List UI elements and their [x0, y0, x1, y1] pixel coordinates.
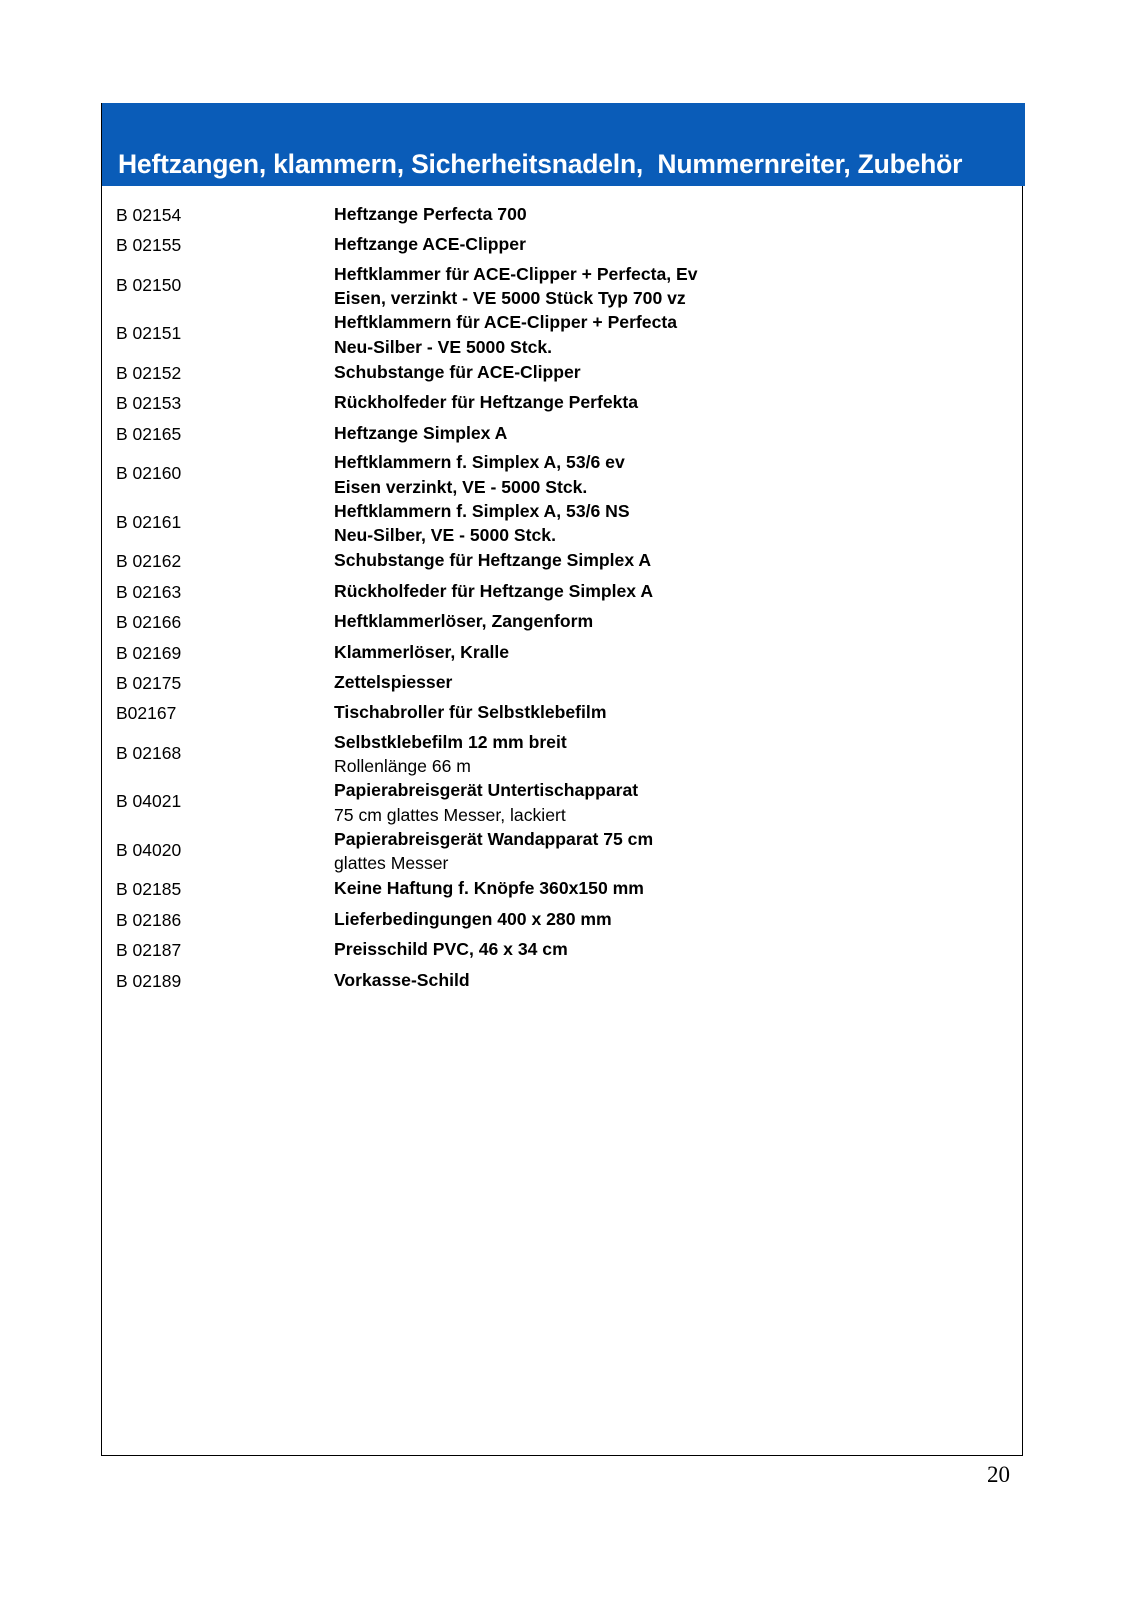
- product-row: [102, 729, 1022, 778]
- product-description: [334, 230, 1022, 254]
- product-row: [102, 935, 1022, 965]
- page-number: 20: [987, 1462, 1010, 1487]
- product-description: [334, 668, 1022, 692]
- product-row: [102, 905, 1022, 935]
- product-code: B 02166: [116, 612, 182, 633]
- product-row: [102, 638, 1022, 668]
- product-description-line1: Keine Haftung f. Knöpfe 360x150 mm: [334, 878, 644, 899]
- product-row: [102, 698, 1022, 728]
- product-description-line2: Rollenlänge 66 m: [334, 756, 471, 777]
- product-description-line1: Klammerlöser, Kralle: [334, 641, 510, 662]
- product-row: [102, 200, 1022, 230]
- product-description-line2: glattes Messer: [334, 853, 449, 874]
- product-description: [334, 729, 1022, 776]
- product-code: B 02165: [116, 423, 182, 444]
- product-description-line1: Lieferbedingungen 400 x 280 mm: [334, 908, 612, 929]
- product-description-line1: Heftklammerlöser, Zangenform: [334, 611, 594, 632]
- product-description: [334, 200, 1022, 224]
- product-description: [334, 358, 1022, 382]
- product-row: [102, 261, 1022, 310]
- product-description-line1: Schubstange für ACE-Clipper: [334, 361, 581, 382]
- product-description-line1: Schubstange für Heftzange Simplex A: [334, 550, 652, 571]
- product-code: B 02169: [116, 642, 182, 663]
- product-description: [334, 826, 1022, 873]
- product-description-line1: Rückholfeder für Heftzange Perfekta: [334, 392, 639, 413]
- product-row: [102, 358, 1022, 388]
- product-code: B 04020: [116, 839, 182, 860]
- product-description: [334, 698, 1022, 722]
- product-code: B 02163: [116, 581, 182, 602]
- product-description-line1: Preisschild PVC, 46 x 34 cm: [334, 939, 568, 960]
- product-row: [102, 668, 1022, 698]
- product-code: B 02168: [116, 742, 182, 763]
- product-code: B 02161: [116, 511, 182, 532]
- product-code: B 02186: [116, 909, 182, 930]
- product-code: B 02162: [116, 551, 182, 572]
- product-description: [334, 905, 1022, 929]
- product-code: B 02150: [116, 274, 182, 295]
- product-description: [334, 309, 1022, 356]
- product-row: [102, 449, 1022, 498]
- product-description-line1: Tischabroller für Selbstklebefilm: [334, 702, 607, 723]
- product-description-line2: 75 cm glattes Messer, lackiert: [334, 804, 566, 825]
- product-row: [102, 777, 1022, 826]
- product-code: B 02175: [116, 672, 182, 693]
- product-row: [102, 826, 1022, 875]
- product-row: [102, 230, 1022, 260]
- product-description-line1: Selbstklebefilm 12 mm breit: [334, 731, 567, 752]
- product-code: B 02187: [116, 940, 182, 961]
- product-description-line1: Papierabreisgerät Wandapparat 75 cm: [334, 828, 654, 849]
- product-code: B 02153: [116, 393, 182, 414]
- product-code: B 02185: [116, 879, 182, 900]
- product-row: [102, 388, 1022, 418]
- product-description: [334, 874, 1022, 898]
- product-code: B02167: [116, 703, 177, 724]
- section-header-banner: [102, 103, 1025, 186]
- product-description: [334, 388, 1022, 412]
- product-code: B 02151: [116, 323, 182, 344]
- product-description-line1: Heftzange Perfecta 700: [334, 204, 527, 224]
- product-code: B 02189: [116, 970, 182, 991]
- product-row: [102, 419, 1022, 449]
- product-description-line1: Heftzange ACE-Clipper: [334, 234, 526, 255]
- product-row: [102, 874, 1022, 904]
- product-row: [102, 546, 1022, 576]
- product-description: [334, 261, 1022, 308]
- product-description-line2: Eisen, verzinkt - VE 5000 Stück Typ 700 vz: [334, 288, 686, 309]
- product-description-line1: Heftzange Simplex A: [334, 422, 508, 443]
- product-description-line2: Neu-Silber, VE - 5000 Stck.: [334, 525, 556, 546]
- product-code: B 04021: [116, 791, 182, 812]
- product-row: [102, 498, 1022, 547]
- product-description: [334, 966, 1022, 990]
- product-description-line1: Heftklammern f. Simplex A, 53/6 ev: [334, 452, 625, 473]
- product-description-line2: Eisen verzinkt, VE - 5000 Stck.: [334, 476, 588, 497]
- product-description: [334, 546, 1022, 570]
- product-row: [102, 966, 1022, 996]
- product-description-line1: Heftklammer für ACE-Clipper + Perfecta, Ev: [334, 263, 698, 284]
- product-description-line1: Heftklammern für ACE-Clipper + Perfecta: [334, 312, 678, 333]
- product-row: [102, 607, 1022, 637]
- product-description: [334, 935, 1022, 959]
- product-description: [334, 577, 1022, 601]
- product-code: B 02160: [116, 463, 182, 484]
- product-row: [102, 577, 1022, 607]
- product-description-line1: Zettelspiesser: [334, 671, 453, 692]
- product-description: [334, 777, 1022, 824]
- product-code: B 02155: [116, 235, 182, 256]
- product-description: [334, 449, 1022, 496]
- product-description: [334, 638, 1022, 662]
- product-code: B 02154: [116, 205, 182, 225]
- product-description: [334, 419, 1022, 443]
- product-description-line1: Heftklammern f. Simplex A, 53/6 NS: [334, 500, 630, 521]
- page-title: Heftzangen, klammern, Sicherheitsnadeln, Nummernreiter, Zubehör: [118, 148, 963, 179]
- product-description: [334, 498, 1022, 545]
- product-row: [102, 309, 1022, 358]
- product-description-line1: Vorkasse-Schild: [334, 969, 470, 990]
- product-description-line2: Neu-Silber - VE 5000 Stck.: [334, 336, 553, 357]
- product-code: B 02152: [116, 362, 182, 383]
- product-description-line1: Papierabreisgerät Untertischapparat: [334, 780, 639, 801]
- product-description-line1: Rückholfeder für Heftzange Simplex A: [334, 580, 654, 601]
- product-description: [334, 607, 1022, 631]
- product-list: [102, 200, 1022, 996]
